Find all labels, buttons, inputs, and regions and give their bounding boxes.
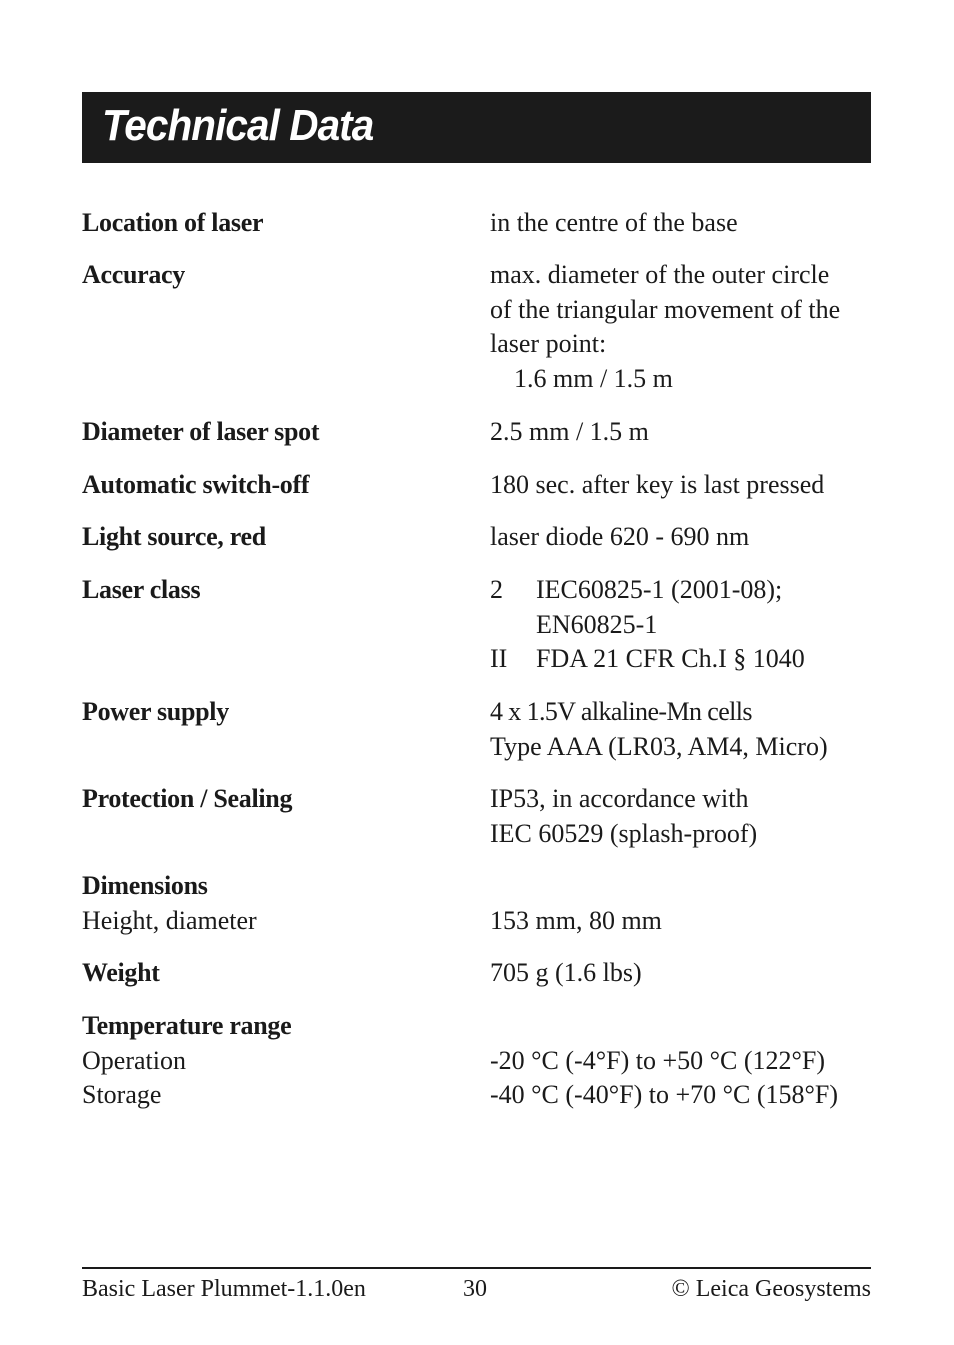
spec-sublabel-storage: Storage [82,1080,162,1110]
spec-sublabel-operation: Operation [82,1045,186,1075]
laser-class-entry [490,573,880,608]
spec-value-line: 4 x 1.5V alkaline-Mn cells [490,697,752,726]
spec-label-location: Location of laser [82,208,264,237]
page-title: Technical Data [102,101,374,150]
spec-sublabel-dimensions: Height, diameter [82,905,257,935]
spec-label-weight: Weight [82,958,160,987]
spec-label-spot: Diameter of laser spot [82,417,320,446]
spec-label-power: Power supply [82,697,229,726]
spec-value-spot: 2.5 mm / 1.5 m [490,417,649,446]
laser-class-entry-cont [490,608,880,643]
spec-value-switchoff: 180 sec. after key is last pressed [490,470,825,499]
spec-value-power [490,695,880,764]
spec-value-laser-class [490,573,880,677]
spec-label-accuracy: Accuracy [82,260,185,289]
spec-label-protection: Protection / Sealing [82,784,293,813]
spec-label-light: Light source, red [82,522,266,551]
spec-value-weight: 705 g (1.6 lbs) [490,958,642,987]
spec-value-line: laser point: [490,329,607,359]
spec-value-location: in the centre of the base [490,208,738,237]
footer-divider [82,1267,871,1269]
footer-copyright: © Leica Geosystems [671,1276,871,1302]
laser-class-entry [490,642,880,677]
footer-page-number: 30 [463,1276,487,1302]
laser-class-standard: FDA 21 CFR Ch.I § 1040 [536,644,805,674]
spec-value-line: IEC 60529 (splash-proof) [490,818,758,848]
spec-label-switchoff: Automatic switch-off [82,470,310,499]
section-title-bar [82,92,871,163]
laser-class-code: II [490,644,508,674]
spec-value-light: laser diode 620 - 690 nm [490,522,750,551]
spec-label-temperature: Temperature range [82,1011,292,1040]
spec-value-dimensions: 153 mm, 80 mm [490,905,662,935]
spec-label-laser-class: Laser class [82,575,201,604]
spec-value-protection [490,782,880,851]
spec-value-storage: -40 °C (-40°F) to +70 °C (158°F) [490,1080,839,1110]
spec-value-operation: -20 °C (-4°F) to +50 °C (122°F) [490,1045,826,1075]
spec-value-line: Type AAA (LR03, AM4, Micro) [490,731,828,761]
footer-document-id: Basic Laser Plummet-1.1.0en [82,1276,366,1302]
laser-class-standard: IEC60825-1 (2001-08); [536,575,783,604]
spec-label-dimensions: Dimensions [82,871,208,900]
laser-class-standard: EN60825-1 [536,609,658,639]
laser-class-code: 2 [490,575,503,604]
spec-value-line: 1.6 mm / 1.5 m [514,363,673,393]
spec-value-accuracy [490,258,880,396]
spec-value-line: IP53, in accordance with [490,784,749,813]
spec-value-line: of the triangular movement of the [490,294,841,324]
spec-value-line: max. diameter of the outer circle [490,260,830,289]
